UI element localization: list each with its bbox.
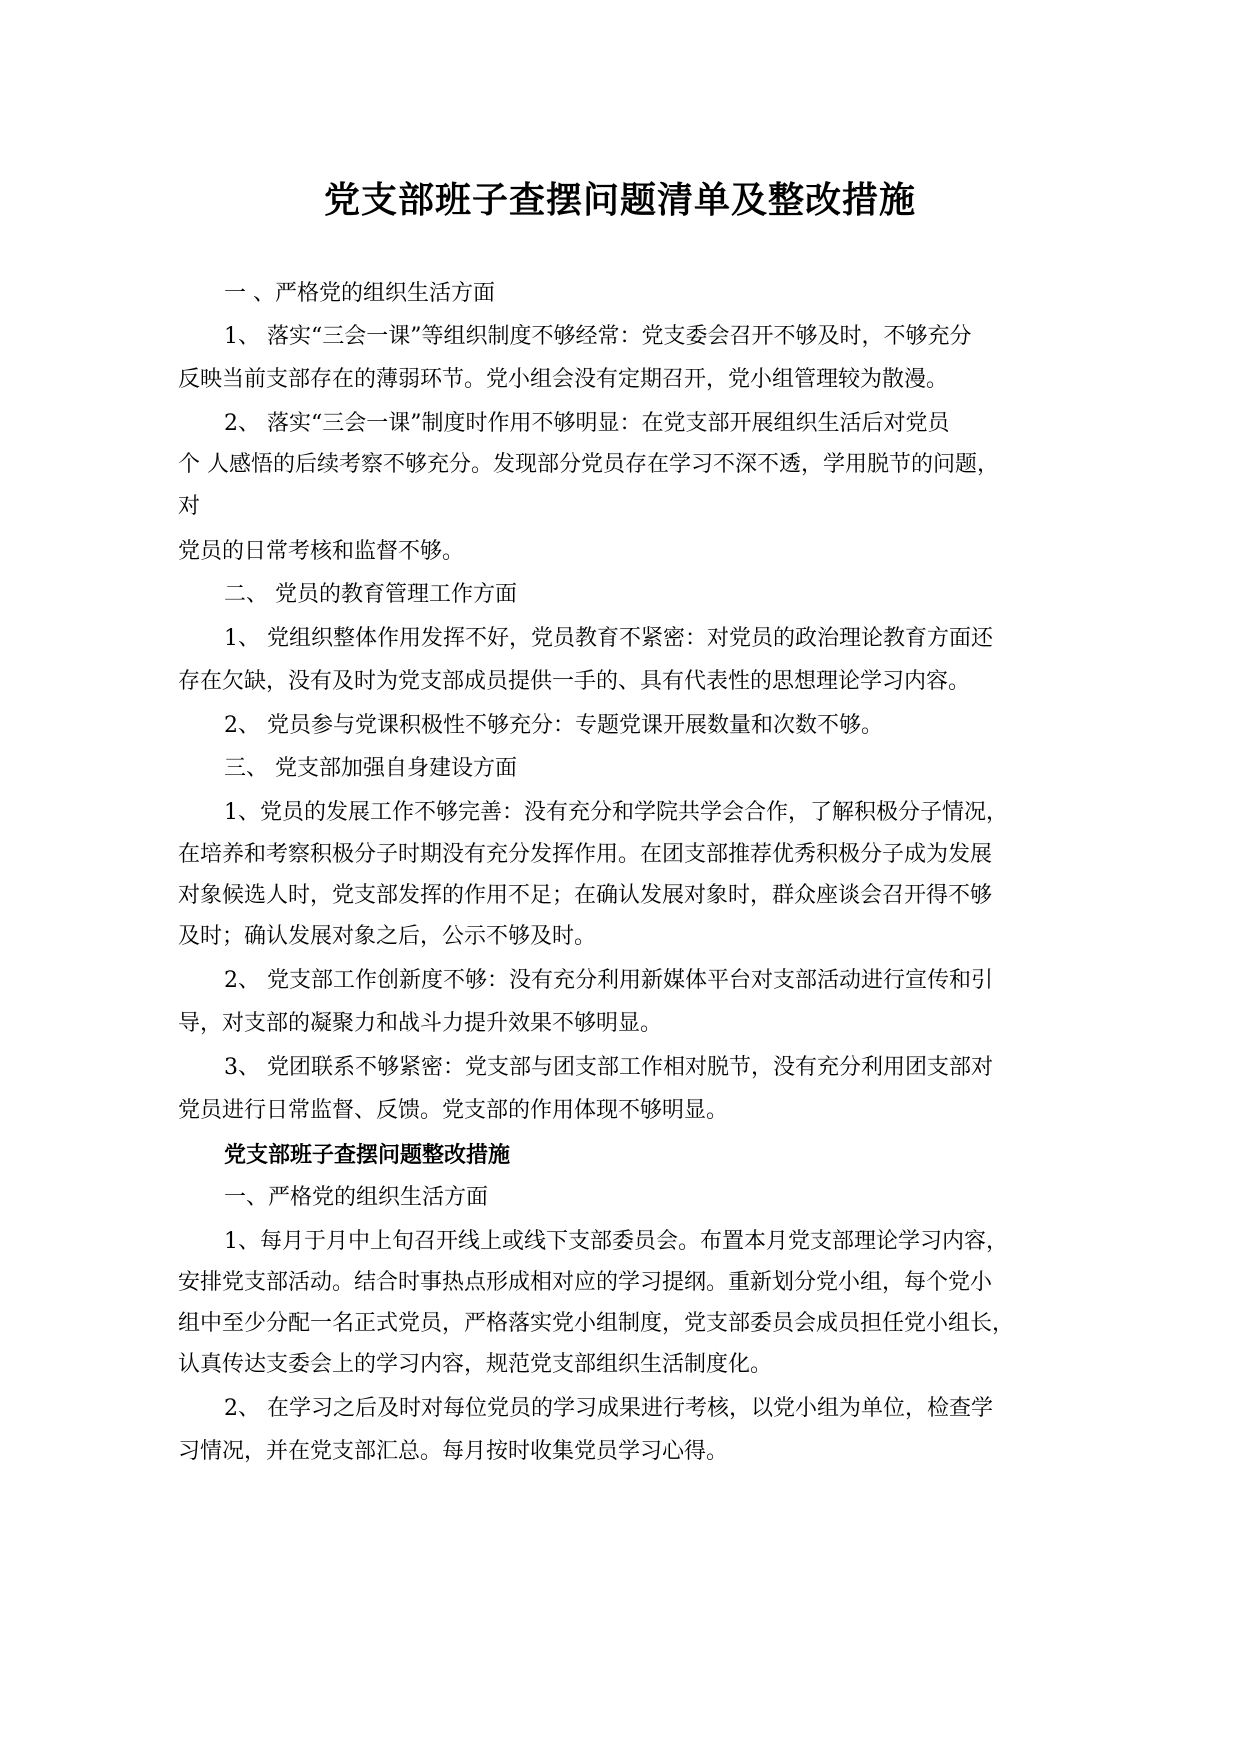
paragraph-line: 在培养和考察积极分子时期没有充分发挥作用。在团支部推荐优秀积极分子成为发展 — [178, 842, 993, 867]
paragraph-line: 2、 党员参与党课积极性不够充分：专题党课开展数量和次数不够。 — [224, 713, 883, 738]
paragraph-line: 存在欠缺，没有及时为党支部成员提供一手的、具有代表性的思想理论学习内容。 — [178, 669, 971, 694]
paragraph-line: 习情况，并在党支部汇总。每月按时收集党员学习心得。 — [178, 1439, 729, 1464]
subtitle-heading: 党支部班子查摆问题整改措施 — [224, 1142, 511, 1168]
section-heading: 二、 党员的教育管理工作方面 — [224, 582, 517, 607]
paragraph-line: 1、党员的发展工作不够完善：没有充分和学院共学会合作，了解积极分子情况， — [224, 800, 1008, 825]
paragraph-line: 2、 在学习之后及时对每位党员的学习成果进行考核，以党小组为单位，检查学 — [224, 1396, 993, 1421]
paragraph-line: 认真传达支委会上的学习内容，规范党支部组织生活制度化。 — [178, 1352, 773, 1377]
section-heading: 一、严格党的组织生活方面 — [224, 1185, 489, 1210]
paragraph-line: 2、 落实“三会一课”制度时作用不够明显：在党支部开展组织生活后对党员 — [224, 411, 950, 436]
paragraph-line: 组中至少分配一名正式党员，严格落实党小组制度，党支部委员会成员担任党小组长， — [178, 1311, 1015, 1336]
paragraph-line: 导，对支部的凝聚力和战斗力提升效果不够明显。 — [178, 1011, 663, 1036]
paragraph-line: 2、 党支部工作创新度不够：没有充分利用新媒体平台对支部活动进行宣传和引 — [224, 968, 993, 993]
paragraph-line: 1、 党组织整体作用发挥不好，党员教育不紧密：对党员的政治理论教育方面还 — [224, 626, 993, 651]
paragraph-line: 反映当前支部存在的薄弱环节。党小组会没有定期召开，党小组管理较为散漫。 — [178, 367, 949, 392]
paragraph-line: 对 — [178, 494, 201, 519]
paragraph-line: 1、每月于月中上旬召开线上或线下支部委员会。布置本月党支部理论学习内容， — [224, 1229, 1008, 1254]
paragraph-line: 党员进行日常监督、反馈。党支部的作用体现不够明显。 — [178, 1098, 729, 1123]
paragraph-line: 个 人感悟的后续考察不够充分。发现部分党员存在学习不深不透，学用脱节的问题， — [178, 452, 999, 477]
section-heading: 一 、严格党的组织生活方面 — [224, 281, 495, 306]
section-heading: 三、 党支部加强自身建设方面 — [224, 756, 517, 781]
paragraph-line: 及时；确认发展对象之后，公示不够及时。 — [178, 924, 597, 949]
paragraph-line: 对象候选人时，党支部发挥的作用不足；在确认发展对象时，群众座谈会召开得不够 — [178, 883, 993, 908]
paragraph-line: 党员的日常考核和监督不够。 — [178, 539, 465, 564]
paragraph-line: 安排党支部活动。结合时事热点形成相对应的学习提纲。重新划分党小组，每个党小 — [178, 1270, 993, 1295]
document-title: 党支部班子查摆问题清单及整改措施 — [323, 179, 916, 221]
paragraph-line: 1、 落实“三会一课”等组织制度不够经常：党支委会召开不够及时，不够充分 — [224, 324, 972, 349]
paragraph-line: 3、 党团联系不够紧密：党支部与团支部工作相对脱节，没有充分利用团支部对 — [224, 1055, 993, 1080]
